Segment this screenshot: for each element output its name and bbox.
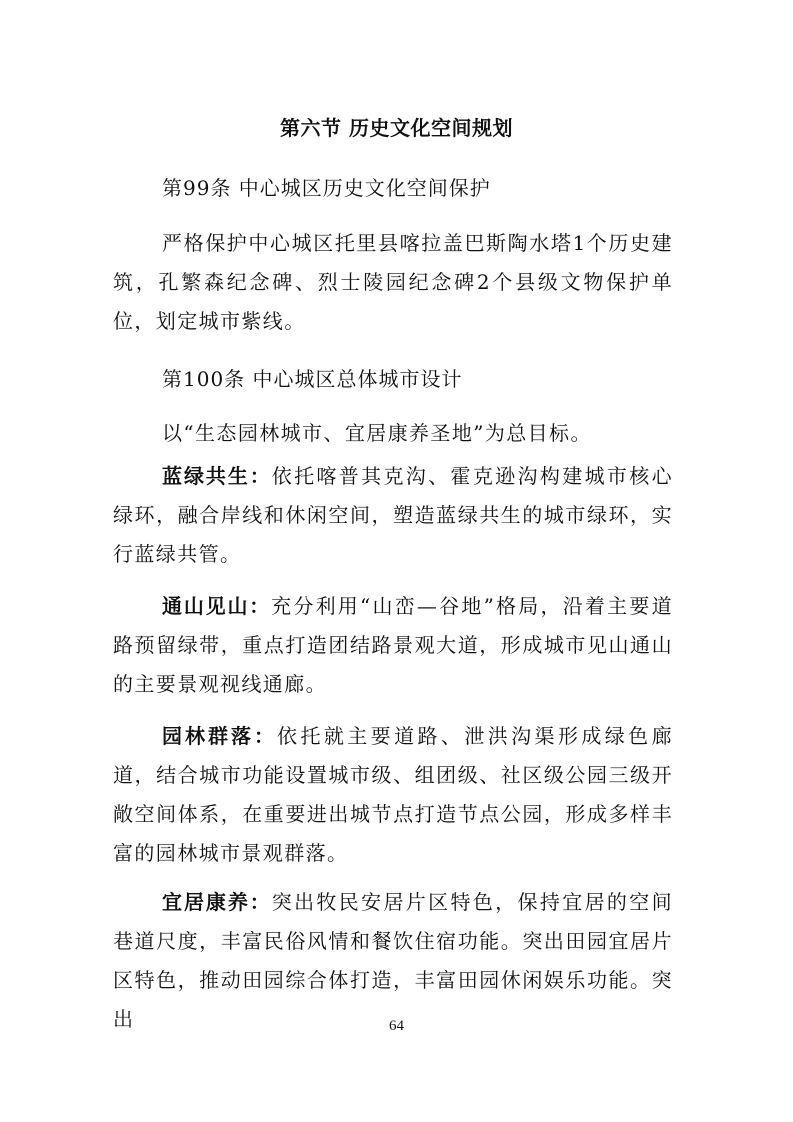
- paragraph-text: 充分利用“山峦—谷地”格局，沿着主要道路预留绿带，重点打造团结路景观大道，形成城市见山通山的主要景观视线通廊。: [113, 594, 673, 696]
- paragraph-lead: 通山见山：: [162, 594, 272, 618]
- paragraph-text: 依托就主要道路、泄洪沟渠形成绿色廊道，结合城市功能设置城市级、组团级、社区级公园三级开敞空间体系，在重要进出城节点打造节点公园，形成多样丰富的园林城市景观群落。: [113, 724, 673, 865]
- page-number: 64: [389, 1018, 404, 1034]
- paragraph-garden-cluster: [113, 717, 673, 873]
- paragraph-text: 突出牧民安居片区特色，保持宜居的空间巷道尺度，丰富民俗风情和餐饮住宿功能。突出田园宜居片区特色，推动田园综合体打造，丰富田园休闲娱乐功能。突出: [113, 890, 674, 1031]
- paragraph-livable-wellness: [113, 883, 673, 1039]
- paragraph-lead: 宜居康养：: [162, 890, 272, 914]
- paragraph-mountain-view: [113, 587, 673, 704]
- paragraph-blue-green: [113, 457, 673, 574]
- section-title: 第六节 历史文化空间规划: [280, 116, 513, 140]
- article-100-goal: 以“生态园林城市、宜居康养圣地”为总目标。: [162, 421, 592, 445]
- article-100-heading: 第100条 中心城区总体城市设计: [162, 367, 463, 391]
- paragraph-lead: 蓝绿共生：: [162, 464, 272, 488]
- article-99-heading: 第99条 中心城区历史文化空间保护: [162, 176, 491, 200]
- paragraph-text: 依托喀普其克沟、霍克逊沟构建城市核心绿环，融合岸线和休闲空间，塑造蓝绿共生的城市绿环，实行蓝绿共管。: [113, 464, 674, 566]
- paragraph-lead: 园林群落：: [162, 724, 278, 748]
- article-99-body: 严格保护中心城区托里县喀拉盖巴斯陶水塔1个历史建筑，孔繁森纪念碑、烈士陵园纪念碑2个县级文物保护单位，划定城市紫线。: [113, 231, 673, 333]
